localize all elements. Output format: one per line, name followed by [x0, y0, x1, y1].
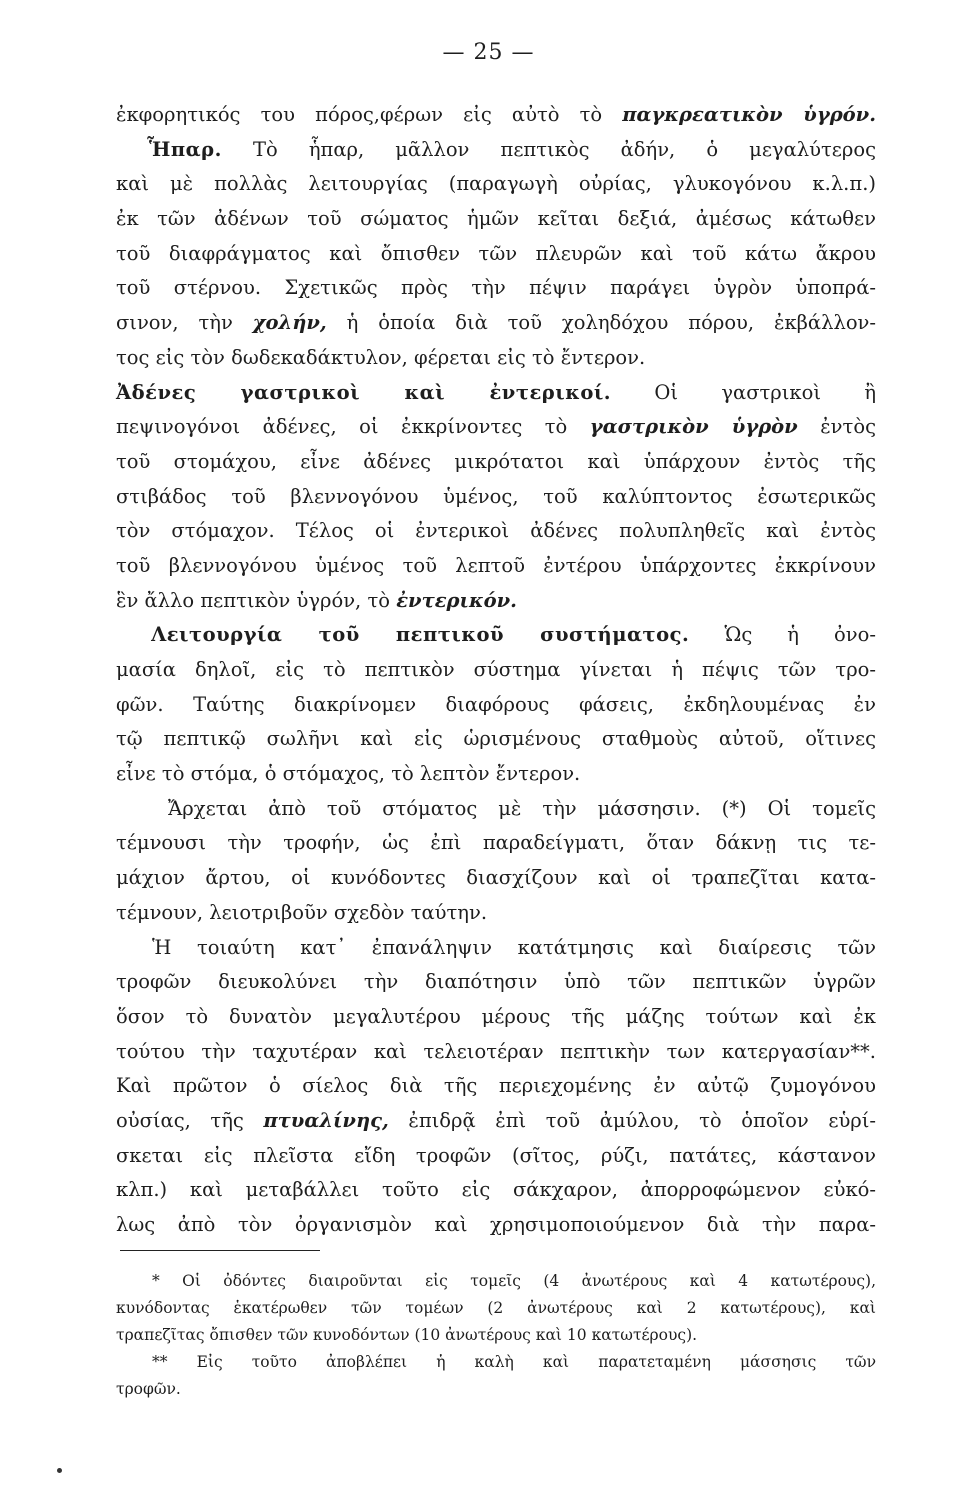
- footnote-line: κυνόδοντας ἑκατέρωθεν τῶν τομέων (2 ἀνωτέρους καὶ 2 κατωτέρους), καὶ: [116, 1299, 876, 1317]
- footnote-line: * Οἱ ὀδόντες διαιροῦνται εἰς τομεῖς (4 ἀνωτέρους καὶ 4 κατωτέρους),: [152, 1272, 876, 1290]
- text-line: μάχιον ἄρτου, οἱ κυνόδοντες διασχίζουν καὶ οἱ τραπεζῖται κατα-: [116, 866, 876, 890]
- text-line: σινον, τὴν χολήν, ἡ ὁποία διὰ τοῦ χοληδόχου πόρου, ἐκβάλλον-: [116, 311, 876, 335]
- section-heading-glands: Ἀδένες γαστρικοὶ καὶ ἐντερικοί.: [116, 380, 612, 404]
- footnote-line: τροφῶν.: [116, 1380, 181, 1398]
- text-line: ὅσον τὸ δυνατὸν μεγαλυτέρου μέρους τῆς μάζης τούτων καὶ ἐκ: [116, 1004, 876, 1028]
- text-line: τέμνουν, λειοτριβοῦν σχεδὸν ταύτην.: [116, 900, 488, 924]
- text-line: πεψινογόνοι ἀδένες, οἱ ἐκκρίνοντες τὸ γαστρικὸν ὑγρὸν ἐντὸς: [116, 415, 876, 439]
- section-heading-liver: Ἧπαρ.: [147, 137, 222, 161]
- print-speck: [57, 1468, 62, 1473]
- text-line: τοῦ στέρνου. Σχετικῶς πρὸς τὴν πέψιν παράγει ὑγρὸν ὑποπρά-: [116, 276, 876, 300]
- body-text: [116, 98, 876, 1243]
- text-line: Λειτουργία τοῦ πεπτικοῦ συστήματος. Ὡς ἡ ὀνο-: [151, 623, 876, 647]
- text-line: τὸν στόμαχον. Τέλος οἱ ἐντερικοὶ ἀδένες πολυπληθεῖς καὶ ἐντὸς: [116, 519, 876, 543]
- text-line: στιβάδος τοῦ βλεννογόνου ὑμένος, τοῦ καλύπτοντος ἐσωτερικῶς: [116, 484, 876, 508]
- text-line: ἓν ἄλλο πεπτικὸν ὑγρόν, τὸ ἐντερικόν.: [116, 588, 517, 612]
- footnote-divider: [120, 1250, 320, 1251]
- text-line: Ἧπαρ. Τὸ ἧπαρ, μᾶλλον πεπτικὸς ἀδήν, ὁ μεγαλύτερος: [147, 137, 876, 161]
- text-line: ἐκ τῶν ἀδένων τοῦ σώματος ἡμῶν κεῖται δεξιά, ἀμέσως κάτωθεν: [116, 207, 876, 231]
- page-number: — 25 —: [442, 40, 535, 65]
- text-line: τούτου τὴν ταχυτέραν καὶ τελειοτέραν πεπτικὴν των κατεργασίαν**.: [116, 1039, 876, 1063]
- text-line: τοῦ διαφράγματος καὶ ὄπισθεν τῶν πλευρῶν καὶ τοῦ κάτω ἄκρου: [116, 241, 876, 265]
- text-line: λως ἀπὸ τὸν ὀργανισμὸν καὶ χρησιμοποιούμενον διὰ τὴν παρα-: [116, 1213, 876, 1236]
- text-line: καὶ μὲ πολλὰς λειτουργίας (παραγωγὴ οὐρίας, γλυκογόνου κ.λ.π.): [116, 172, 876, 196]
- text-line: εἶνε τὸ στόμα, ὁ στόμαχος, τὸ λεπτὸν ἔντερον.: [116, 762, 581, 786]
- text-line: τοῦ βλεννογόνου ὑμένος τοῦ λεπτοῦ ἐντέρου ὑπάρχοντες ἐκκρίνουν: [116, 553, 876, 577]
- text-line: Ἀδένες γαστρικοὶ καὶ ἐντερικοί. Οἱ γαστρικοὶ ἢ: [116, 380, 877, 404]
- text-line: σκεται εἰς πλεῖστα εἴδη τροφῶν (σῖτος, ρύζι, πατάτες, κάστανον: [116, 1143, 876, 1167]
- text-line: Καὶ πρῶτον ὁ σίελος διὰ τῆς περιεχομένης ἐν αὐτῷ ζυμογόνου: [116, 1074, 876, 1098]
- footnotes: [116, 1268, 876, 1403]
- text-line: τοῦ στομάχου, εἶνε ἀδένες μικρότατοι καὶ ὑπάρχουν ἐντὸς τῆς: [116, 449, 876, 473]
- text-line: μασία δηλοῖ, εἰς τὸ πεπτικὸν σύστημα γίνεται ἡ πέψις τῶν τρο-: [116, 658, 876, 681]
- text-line: ἐκφορητικός του πόρος,φέρων εἰς αὐτὸ τὸ παγκρεατικὸν ὑγρόν.: [116, 103, 876, 126]
- text-line: Ἄρχεται ἀπὸ τοῦ στόματος μὲ τὴν μάσσησιν. (*) Οἱ τομεῖς: [168, 796, 876, 820]
- text-line: κλπ.) καὶ μεταβάλλει τοῦτο εἰς σάκχαρον, ἀπορροφώμενον εὐκό-: [116, 1178, 876, 1202]
- text-line: φῶν. Ταύτης διακρίνομεν διαφόρους φάσεις, ἐκδηλουμένας ἐν: [116, 692, 876, 716]
- text-line: τέμνουσι τὴν τροφήν, ὡς ἐπὶ παραδείγματι, ὅταν δάκνῃ τις τε-: [116, 831, 876, 855]
- footnote-line: τραπεζῖτας ὄπισθεν τῶν κυνοδόντων (10 ἀνωτέρους καὶ 10 κατωτέρους).: [116, 1326, 698, 1344]
- text-line: Ἡ τοιαύτη κατ᾽ ἐπανάληψιν κατάτμησις καὶ διαίρεσις τῶν: [152, 935, 876, 959]
- text-line: τῷ πεπτικῷ σωλῆνι καὶ εἰς ὡρισμένους σταθμοὺς αὐτοῦ, οἵτινες: [116, 727, 876, 751]
- footnote-line: ** Εἰς τοῦτο ἀποβλέπει ἡ καλὴ καὶ παρατεταμένη μάσσησις τῶν: [152, 1353, 876, 1371]
- text-line: τροφῶν διευκολύνει τὴν διαπότησιν ὑπὸ τῶν πεπτικῶν ὑγρῶν: [116, 970, 876, 994]
- text-line: οὐσίας, τῆς πτυαλίνης, ἐπιδρᾷ ἐπὶ τοῦ ἀμύλου, τὸ ὁποῖον εὑρί-: [116, 1108, 876, 1132]
- section-heading-function: Λειτουργία τοῦ πεπτικοῦ συστήματος.: [151, 623, 690, 647]
- text-line: τος εἰς τὸν δωδεκαδάκτυλον, φέρεται εἰς τὸ ἔντερον.: [116, 345, 646, 369]
